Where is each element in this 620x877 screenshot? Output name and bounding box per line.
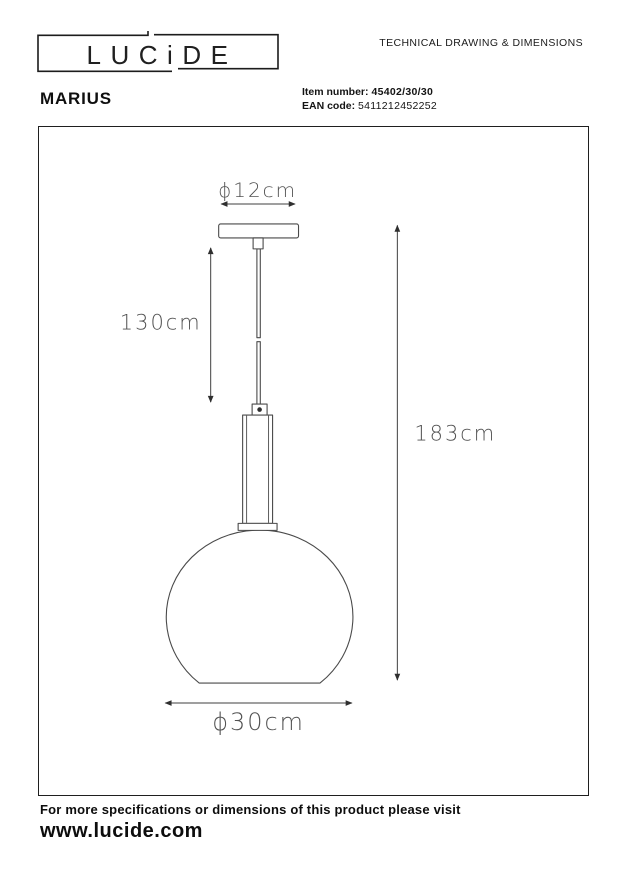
product-meta (302, 85, 437, 113)
ceiling-canopy (219, 224, 299, 238)
pendant-lamp-drawing (39, 127, 588, 795)
dim-label-cable-length: 130cm (119, 310, 202, 335)
ean-value: 5411212452252 (358, 100, 438, 112)
logo-wordmark: LUCiDE (86, 40, 238, 70)
cable-lower (257, 342, 260, 405)
footer (40, 802, 461, 843)
dim-label-shade-diameter: ϕ30cm (212, 708, 305, 737)
website-link[interactable]: www.lucide.com (40, 820, 203, 842)
item-number-label: Item number: (302, 86, 369, 98)
dim-label-total-height: 183cm (414, 421, 497, 446)
item-number-value: 45402/30/30 (371, 86, 434, 98)
product-name: MARIUS (40, 89, 112, 108)
cable-upper (257, 249, 260, 338)
lucide-logo (37, 29, 279, 75)
dim-label-canopy-diameter: ϕ12cm (218, 177, 298, 202)
footer-note: For more specifications or dimensions of this product please visit (40, 802, 461, 817)
item-number-row (302, 85, 437, 99)
glass-sphere-shade (166, 530, 353, 683)
drawing-frame (38, 126, 589, 796)
canopy-stem (253, 238, 263, 249)
document-title: TECHNICAL DRAWING & DIMENSIONS (379, 37, 583, 49)
ean-row (302, 99, 437, 113)
cap-screw-dot (257, 407, 262, 412)
shade-flange (238, 523, 277, 530)
ean-label: EAN code: (302, 100, 356, 112)
socket-cylinder (243, 415, 273, 523)
